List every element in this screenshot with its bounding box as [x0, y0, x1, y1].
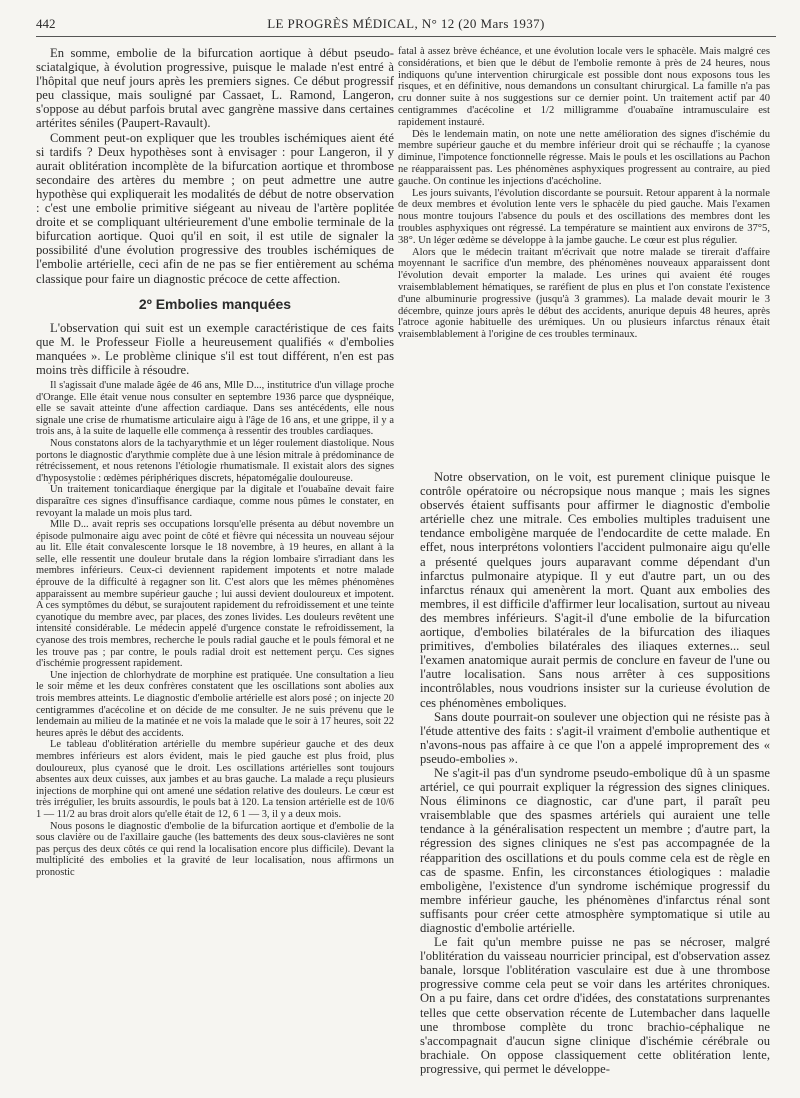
case-paragraph: Nous posons le diagnostic d'embolie de la bifurcation aortique et d'embolie de la sous clavière ou de l'axillaire gauche (les battements des deux sous-clavières ne sont pas perçus des deux côtés ce qui rend la localisation encore plus difficile). Devant la multiplicité des embolies et la gravité de leur localisation, nous affirmons un pronostic — [36, 820, 394, 878]
right-column-lower — [420, 470, 770, 1076]
case-paragraph: fatal à assez brève échéance, et une évolution locale vers le sphacèle. Mais malgré ces considérations, et bien que le début de l'embolie remonte à près de 24 heures, nous indiquons qu'une intervention chirurgicale est possible dont nous exposons tous les risques, et en définitive, nous demandons un consultant chirurgical. La famille n'a pas cru donner suite à nos suggestions sur ce dernier point. Un traitement actif par 40 centigrammes d'acécoline et 1/2 milligramme d'ouabaïne intramusculaire est rapidement instauré. — [398, 46, 770, 128]
case-paragraph: Il s'agissait d'une malade âgée de 46 ans, Mlle D..., institutrice d'un village proche d'Orange. Elle était venue nous consulter en septembre 1936 parce que dyspnéique, elle se savait atteinte d'une affection cardiaque. Dans ses antécédents, elle nous signale une crise de rhumatisme articulaire aigu à l'âge de 16 ans, et une grippe, il y a trois ans, à la suite de laquelle elle commença à ressentir des troubles cardiaques. — [36, 379, 394, 438]
case-paragraph: Le tableau d'oblitération artérielle du membre supérieur gauche et des deux membres inférieurs est alors évident, mais le pied gauche est plus froid, plus douloureux, plus cyanosé que le droit. Les oscillations artérielles sont toujours absentes aux deux cuisses, aux jambes et au bras gauche. La malade a reçu plusieurs injections de morphine qui ont amené une sédation relative des douleurs. Le cœur est très irrégulier, les bruits assourdis, le pouls bat à 120. La tension artérielle est de 10/6 1 — 11/2 au bras droit alors qu'elle était de 12, 6 1 — 3, il y a deux mois. — [36, 739, 394, 820]
case-paragraph: Alors que le médecin traitant m'écrivait que notre malade se tirerait d'affaire moyennant le sacrifice d'un membre, des phénomènes nouveaux apparaissent dont l'évolution devait emporter la malade. Les urines qui avaient été rouges vraisemblablement hématiques, se raréfient de plus en plus et l'on constate l'existence d'une albuminurie progressive (jusqu'à 3 grammes). La malade devait mourir le 3 décembre, quinze jours après le début des accidents, anurique depuis 48 heures, après l'atroce agonie habituelle des urémiques. Un ou plusieurs infarctus rénaux était vraisemblablement à l'origine de ces troubles terminaux. — [398, 246, 770, 341]
running-title: LE PROGRÈS MÉDICAL, N° 12 (20 Mars 1937) — [267, 16, 545, 31]
page-header — [36, 14, 776, 37]
case-paragraph: Mlle D... avait repris ses occupations lorsqu'elle présenta au début novembre un épisode pulmonaire aigu avec point de côté et fièvre qui nécessita un nouveau séjour au lit. Elle était convalescente lorsque le 18 novembre, à 19 heures, en allant à la selle, elle ressentit une douleur brutale dans la région lombaire s'irradiant dans les membres inférieurs. Ceux-ci deviennent rapidement impotents et notre malade éprouve de la difficulté à regagner son lit. C'est alors que les mêmes phénomènes apparaissent au membre supérieur gauche ; lui aussi devient douloureux et impotent. A ces symptômes du début, se surajoutent rapidement du refroidissement et une teinte cyanotique du membre avec, par places, des zones livides. Les douleurs revêtent une intensité considérable. Le médecin appelé d'urgence constate le refroidissement, la cyanose des trois membres, recherche le pouls radial gauche et le pouls fémoral et ne les trouve pas ; par contre, le pouls radial droit est nettement perçu. Ces signes d'ischémie progressent rapidement. — [36, 519, 394, 670]
paragraph: En somme, embolie de la bifurcation aortique à début pseudo-sciatalgique, à évolution progressive, puisque le malade n'est entré à l'hôpital que neuf jours après les premiers signes. Ce début progressif peu classique, mais souligné par Cassaet, L. Ramond, Langeron, s'oppose au début parfois brutal avec gangrène massive dans certaines artérites séniles (Paupert-Ravault). — [36, 46, 394, 131]
case-paragraph: Nous constatons alors de la tachyarythmie et un léger roulement diastolique. Nous portons le diagnostic d'arythmie complète due à une lésion mitrale à prédominance de rétrécissement, et nous retenons l'étiologie rhumatismale. Il existait alors des signes d'hyposystolie : œdèmes périphériques discrets, hépatomégalie douloureuse. — [36, 437, 394, 484]
paragraph: Sans doute pourrait-on soulever une objection qui ne résiste pas à l'étude attentive des faits : s'agit-il vraiment d'embolie authentique et n'avons-nous pas affaire à ce que l'on a appelé improprement des « pseudo-embolies ». — [420, 709, 770, 766]
right-column-upper — [398, 46, 770, 341]
section-heading: 2º Embolies manquées — [138, 295, 292, 312]
case-paragraph: Une injection de chlorhydrate de morphine est pratiquée. Une consultation a lieu le soir même et les deux confrères constatent que les oscillations sont abolies aux trois membres atteints. Le diagnostic d'embolie artérielle est alors posé ; on injecte 20 centigrammes d'acécoline et on décide de me consulter. Je ne suis prévenu que le lendemain au milieu de la matinée et ne vois la malade que le soir à 17 heures, soit 22 heures après le début des accidents. — [36, 669, 394, 739]
case-paragraph: Un traitement tonicardiaque énergique par la digitale et l'ouabaïne devait faire disparaître ces signes d'insuffisance cardiaque, comme nous pûmes le constater, en revoyant la malade un mois plus tard. — [36, 484, 394, 519]
left-column — [36, 46, 394, 879]
paragraph: Comment peut-on expliquer que les troubles ischémiques aient été si tardifs ? Deux hypothèses sont à envisager : pour Langeron, il y aurait oblitération incomplète de la bifurcation aortique et thrombose secondaire des artères du membre ; on peut admettre une autre hypothèse qui expliquerait les modalités de début de notre observation : c'est une embolie primitive siégeant au niveau de l'artère poplitée droite et se compliquant ultérieurement d'une embolie terminale de la bifurcation aortique. Quoi qu'il en soit, il est utile de signaler la possibilité d'une évolution progressive des troubles ischémiques de l'embolie artérielle, ceci afin de ne pas se fier entièrement au schéma classique pour faire un diagnostic précoce de cette affection. — [36, 130, 394, 286]
case-paragraph: Dès le lendemain matin, on note une nette amélioration des signes d'ischémie du membre supérieur gauche et du membre inférieur droit qui se réchauffe ; la cyanose diminue, l'impotence fonctionnelle régresse. Mais le pouls et les oscillations au Pachon ne réapparaissent pas. Les phénomènes asphyxiques progressent au contraire, au pied gauche. On continue les injections d'acécholine. — [398, 128, 770, 187]
paragraph: Le fait qu'un membre puisse ne pas se nécroser, malgré l'oblitération du vaisseau nourricier principal, est d'observation assez banale, lorsque l'oblitération vasculaire est due à une thrombose progressive comme cela peut se voir dans les artérites chroniques. On a pu faire, dans cet ordre d'idées, des constatations surprenantes telles que cette observation récente de Lutembacher dans laquelle une thrombose complète du tronc brachio-céphalique ne s'accompagnait d'aucun signe clinique d'ischémie cérébrale ou brachiale. On oppose classiquement cette oblitération lente, progressive, qui permet le développe- — [420, 935, 770, 1076]
section-intro: L'observation qui suit est un exemple caractéristique de ces faits que M. le Professeur Fiolle a heureusement qualifiés « d'embolies manquées ». Le problème clinique s'il est tout différent, n'en est pas moins très difficile à résoudre. — [36, 320, 394, 377]
page-number: 442 — [36, 16, 56, 31]
case-paragraph: Les jours suivants, l'évolution discordante se poursuit. Retour apparent à la normale de deux membres et évolution lente vers le sphacèle du pied gauche. Mais l'examen nous montre toujours l'absence du pouls et des oscillations des membres dont les troubles asphyxiques ont régressé. La température se maintient aux environs de 37°5, 38°. Un léger œdème se développe à la jambe gauche. Le cœur est plus régulier. — [398, 187, 770, 246]
paragraph: Ne s'agit-il pas d'un syndrome pseudo-embolique dû à un spasme artériel, ce qui pourrait expliquer la régression des signes cliniques. Nous éliminons ce diagnostic, car d'une part, il paraît peu vraisemblable que des spasmes artériels qui auraient une telle tendance à la généralisation respectent un membre ; d'autre part, la régression des signes cliniques ne s'est pas accompagnée de la réapparition des oscillations et du pouls comme cela est de règle en cas de spasme. Enfin, les circonstances étiologiques : maladie emboligène, l'existence d'un syndrome ischémique progressif du membre inférieur gauche, les phénomènes d'infarctus rénal sont suffisants pour créer cette atmosphère symptomatique si utile au diagnostic d'embolie artérielle. — [420, 765, 770, 935]
paragraph: Notre observation, on le voit, est purement clinique puisque le contrôle opératoire ou nécropsique nous manque ; mais les signes observés étaient suffisants pour affirmer le diagnostic d'embolie artérielle chez une mitrale. Ces embolies multiples traduisent une tendance emboligène marquée de l'endocardite de cette malade. En effet, nous interprétons volontiers l'accident pulmonaire aigu qu'elle a présenté quelques jours auparavant comme dépendant d'un infarctus pulmonaire atypique. Il y eut d'autre part, un ou des infarctus rénaux qui amenèrent la mort. Quant aux embolies des membres, il est difficile d'affirmer leur localisation, surtout au niveau des membres inférieurs. S'agit-il d'une embolie de la bifurcation aortique, d'embolies bilatérales de la bifurcation des iliaques primitives, d'embolies bilatérales des iliaques externes... seul l'examen anatomique aurait permis de conclure en faveur de l'une ou l'autre localisation. Sans nous arrêter à ces suppositions incontrôlables, nous voudrions insister sur la curieuse évolution de ces phénomènes emboliques. — [420, 470, 770, 710]
